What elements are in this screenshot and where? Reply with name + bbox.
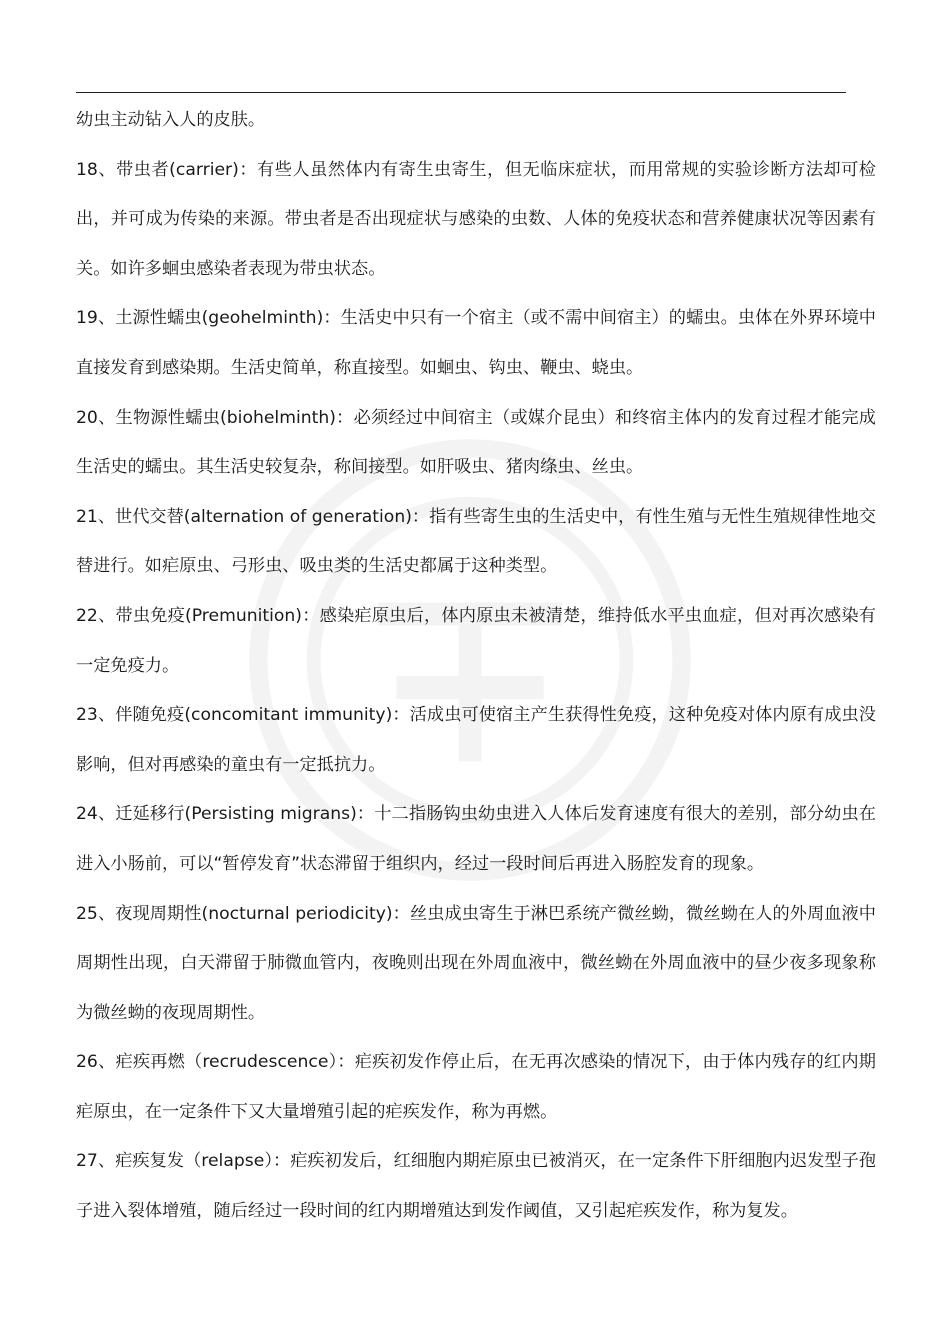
term-entry-22: 22、带虫免疫(Premunition)：感染疟原虫后，体内原虫未被清楚，维持低水平虫血症，但对再次感染有一定免疫力。 xyxy=(76,605,876,676)
continued-paragraph: 幼虫主动钻入人的皮肤。 xyxy=(76,110,266,130)
term-entry-27: 27、疟疾复发（relapse）：疟疾初发后，红细胞内期疟原虫已被消灭，在一定条件下肝细胞内迟发型子孢子进入裂体增殖，随后经过一段时间的红内期增殖达到发作阈值，又引起疟疾发作，称为复发。 xyxy=(76,1151,876,1222)
term-entry-24: 24、迁延移行(Persisting migrans)：十二指肠钩虫幼虫进入人体后发育速度有很大的差别，部分幼虫在进入小肠前，可以“暂停发育”状态滞留于组织内，经过一段时间后再进入肠腔发育的现象。 xyxy=(76,804,876,874)
term-entry-25: 25、夜现周期性(nocturnal periodicity)：丝虫成虫寄生于淋巴系统产微丝蚴，微丝蚴在人的外周血液中周期性出现，白天滞留于肺微血管内，夜晚则出现在外周血液中，微丝蚴在外周血液中的昼少夜多现象称为微丝蚴的夜现周期性。 xyxy=(76,903,876,1023)
term-entry-23: 23、伴随免疫(concomitant immunity)：活成虫可使宿主产生获得性免疫，这种免疫对体内原有成虫没影响，但对再感染的童虫有一定抵抗力。 xyxy=(76,705,876,775)
term-entry-21: 21、世代交替(alternation of generation)：指有些寄生虫的生活史中，有性生殖与无性生殖规律性地交替进行。如疟原虫、弓形虫、吸虫类的生活史都属于这种类型。 xyxy=(76,506,876,577)
term-entry-26: 26、疟疾再燃（recrudescence）：疟疾初发作停止后，在无再次感染的情况下，由于体内残存的红内期疟原虫，在一定条件下又大量增殖引起的疟疾发作，称为再燃。 xyxy=(76,1052,876,1122)
term-entry-18: 18、带虫者(carrier)：有些人虽然体内有寄生虫寄生，但无临床症状，而用常规的实验诊断方法却可检出，并可成为传染的来源。带虫者是否出现症状与感染的虫数、人体的免疫状态和营养健康状况等因素有关。如许多蛔虫感染者表现为带虫状态。 xyxy=(76,159,876,279)
term-entry-20: 20、生物源性蠕虫(biohelminth)：必须经过中间宿主（或媒介昆虫）和终宿主体内的发育过程才能完成生活史的蠕虫。其生活史较复杂，称间接型。如肝吸虫、猪肉绦虫、丝虫。 xyxy=(76,407,876,478)
header-rule xyxy=(76,92,846,93)
document-body xyxy=(76,96,876,1237)
term-entry-19: 19、土源性蠕虫(geohelminth)：生活史中只有一个宿主（或不需中间宿主）的蠕虫。虫体在外界环境中直接发育到感染期。生活史简单，称直接型。如蛔虫、钩虫、鞭虫、蛲虫。 xyxy=(76,308,876,378)
